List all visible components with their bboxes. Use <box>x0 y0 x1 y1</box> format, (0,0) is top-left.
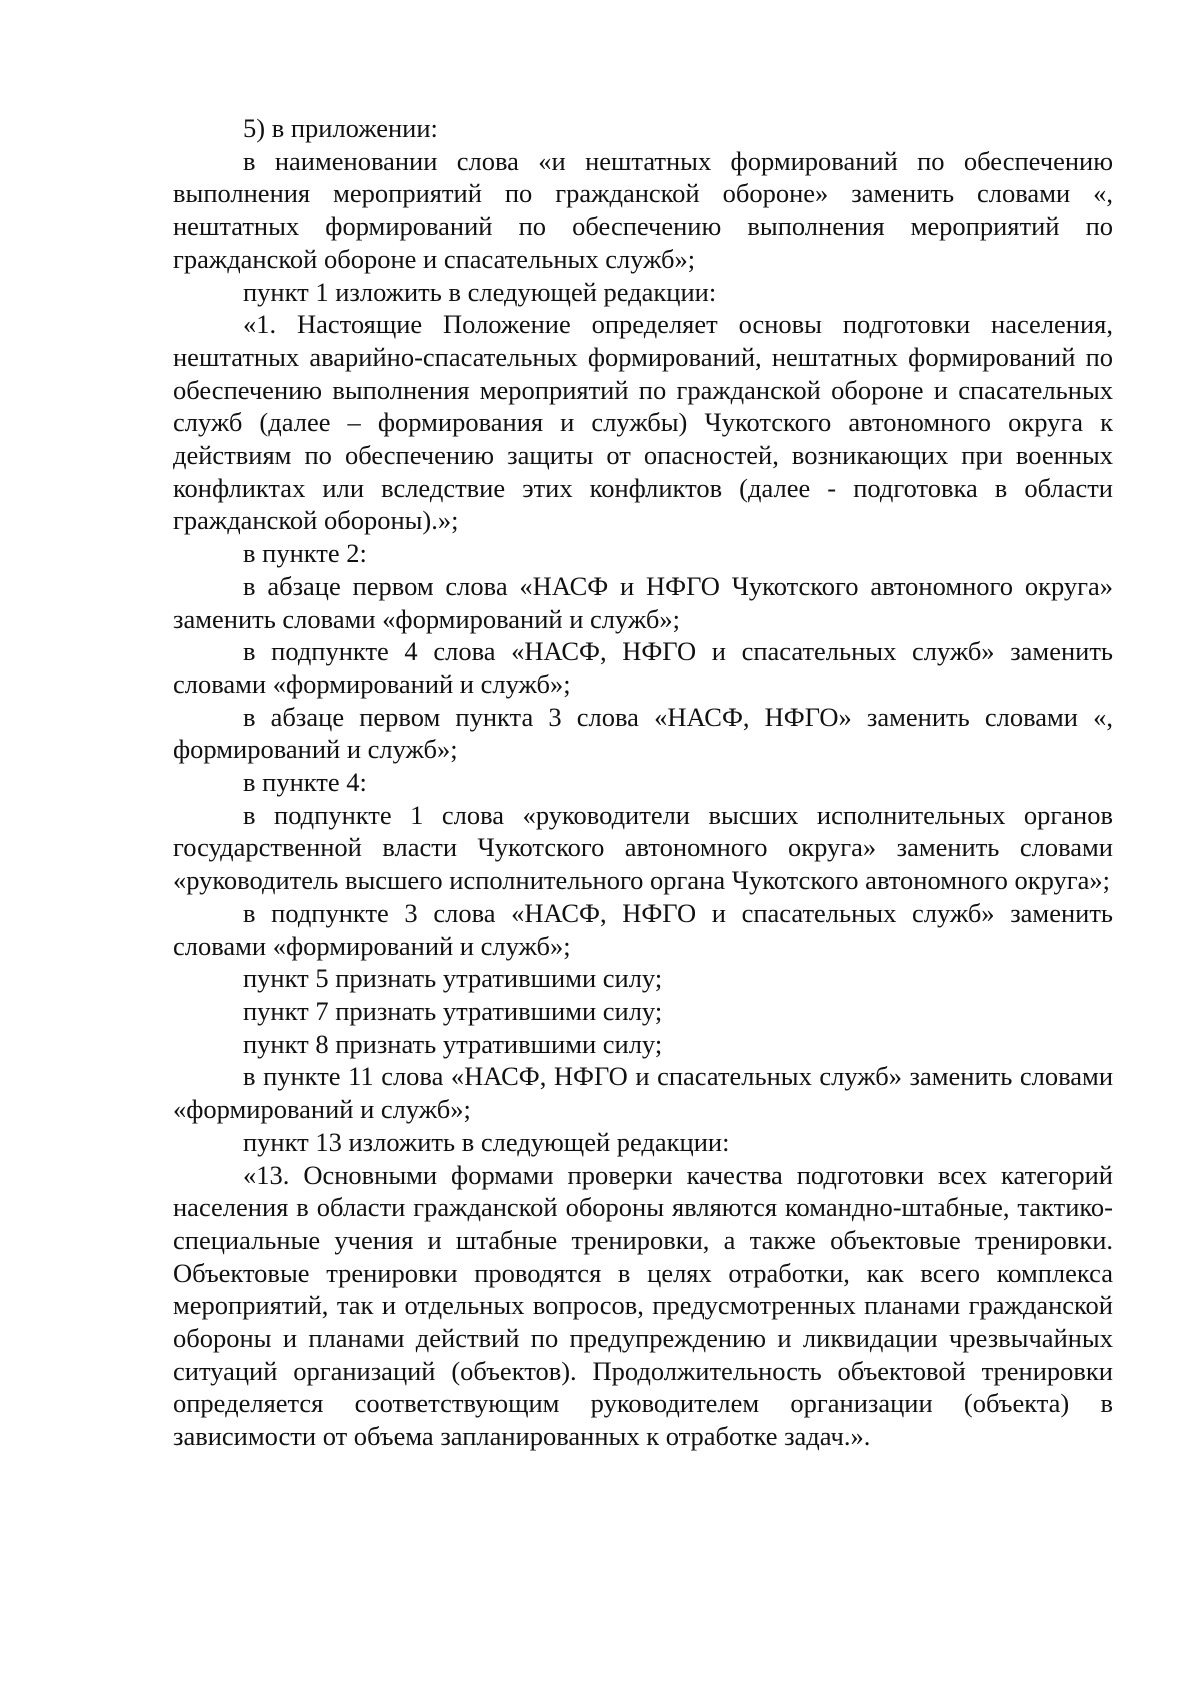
paragraph-point-7: пункт 7 признать утратившими силу; <box>243 995 663 1026</box>
paragraph-point-3: в абзаце первом пункта 3 слова «НАСФ, НФГО» заменить словами «, формирований и служб»; <box>173 701 1113 765</box>
paragraph-point-1-text: «1. Настоящие Положение определяет основы подготовки населения, нештатных аварийно-спасательных формирований, нештатных формирований по обеспечению выполнения мероприятий по гражданской обороне и спасательных служб (далее – формирования и службы) Чукотского автономного округа к действиям по обеспечению защиты от опасностей, возникающих при военных конфликтах или вследствие этих конфликтов (далее - подготовка в области гражданской обороны).»; <box>173 309 1113 536</box>
paragraph-name-change: в наименовании слова «и нештатных формирований по обеспечению выполнения мероприятий по гражданской обороне» заменить словами «, нештатных формирований по обеспечению выполнения мероприятий по гражданской обороне и спасательных служб»; <box>173 145 1113 274</box>
paragraph-point-13-text: «13. Основными формами проверки качества подготовки всех категорий населения в области гражданской обороны являются командно-штабные, тактико-специальные учения и штабные тренировки, а также объектовые тренировки. Объектовые тренировки проводятся в целях отработки, как всего комплекса мероприятий, так и отдельных вопросов, предусмотренных планами гражданской обороны и планами действий по предупреждению и ликвидации чрезвычайных ситуаций организаций (объектов). Продолжительность объектовой тренировки определяется соответствующим руководителем организации (объекта) в зависимости от объема запланированных к отработке задач.». <box>173 1159 1113 1452</box>
paragraph-point-2-sub4: в подпункте 4 слова «НАСФ, НФГО и спасательных служб» заменить словами «формирований и служб»; <box>173 636 1113 699</box>
paragraph-point-4-intro: в пункте 4: <box>243 767 367 798</box>
paragraph-point-8: пункт 8 признать утратившими силу; <box>243 1028 663 1059</box>
paragraph-point-2-intro: в пункте 2: <box>243 538 367 569</box>
paragraph-appendix-heading: 5) в приложении: <box>243 113 438 143</box>
paragraph-point-4-sub1: в подпункте 1 слова «руководители высших исполнительных органов государственной власти Чукотского автономного округа» заменить словами «руководитель высшего исполнительного органа Чукотского автономного округа»; <box>173 799 1113 896</box>
paragraph-point-5: пункт 5 признать утратившими силу; <box>243 963 663 994</box>
paragraph-point-11: в пункте 11 слова «НАСФ, НФГО и спасательных служб» заменить словами «формирований и служб»; <box>173 1061 1113 1125</box>
paragraph-point-13-intro: пункт 13 изложить в следующей редакции: <box>243 1126 730 1157</box>
paragraph-point-1-intro: пункт 1 изложить в следующей редакции: <box>243 276 717 307</box>
paragraph-point-4-sub3: в подпункте 3 слова «НАСФ, НФГО и спасательных служб» заменить словами «формирований и служб»; <box>173 897 1113 961</box>
paragraph-point-2-first: в абзаце первом слова «НАСФ и НФГО Чукотского автономного округа» заменить словами «формирований и служб»; <box>173 570 1113 634</box>
document-page <box>173 112 1113 1453</box>
